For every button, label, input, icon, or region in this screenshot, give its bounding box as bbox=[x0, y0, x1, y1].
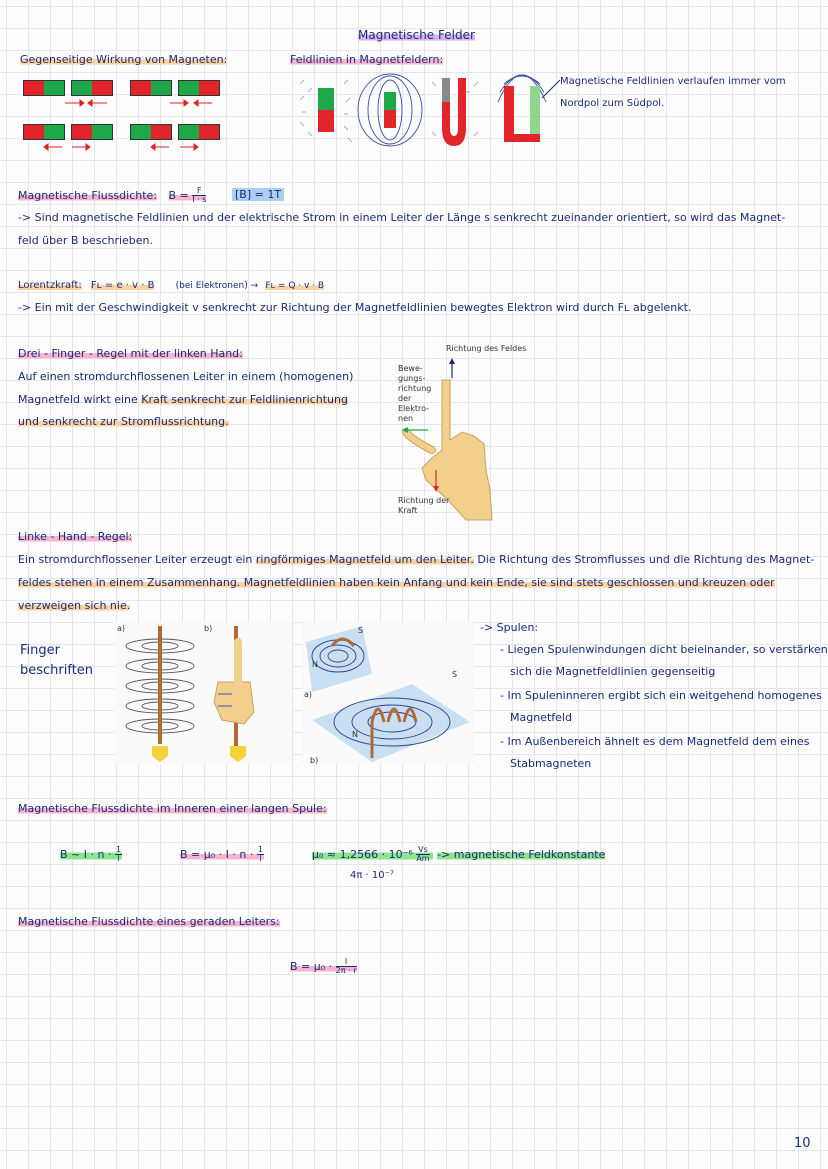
three-finger-line-3: und senkrecht zur Stromflussrichtung. bbox=[18, 415, 229, 428]
fig-b2-label: b) bbox=[310, 756, 319, 765]
fig-label-motion-3: richtung bbox=[398, 384, 432, 393]
bar-magnet bbox=[71, 80, 113, 96]
coils-b2-l2: Magnetfeld bbox=[510, 711, 572, 724]
flux-unit: [B] = 1T bbox=[232, 187, 284, 202]
fieldlines-heading: Feldlinien in Magnetfeldern: bbox=[290, 53, 444, 66]
fig-label-motion-5: Elektro- bbox=[398, 404, 430, 413]
flux-heading: Magnetische Flussdichte: B = $\frac{F}{I \cdot s}$ bbox=[18, 186, 207, 204]
fig-a2-label: a) bbox=[304, 690, 313, 699]
left-hand-heading: Linke - Hand - Regel: bbox=[18, 530, 133, 543]
pole-s2: S bbox=[452, 670, 458, 679]
side-note-1: Finger bbox=[20, 643, 60, 658]
fig-label-motion-1: Bewe- bbox=[398, 364, 423, 373]
magnets-heading: Gegenseitige Wirkung von Magneten: bbox=[20, 53, 228, 66]
wire-flux-heading: Magnetische Flussdichte eines geraden Leiters: bbox=[18, 915, 280, 928]
left-hand-line-3: verzweigen sich nie. bbox=[18, 599, 131, 612]
flux-text-2: feld über B beschrieben. bbox=[18, 234, 154, 247]
page-title: Magnetische Felder bbox=[358, 28, 475, 42]
fig-label-force-1: Richtung der bbox=[398, 496, 450, 505]
pointer-arrow bbox=[540, 78, 562, 102]
coil-flux-formula-2: B = μ₀ · I · n · $\frac{1}{l}$ bbox=[180, 845, 263, 863]
bar-magnet bbox=[178, 124, 220, 140]
fig-label-field: Richtung des Feldes bbox=[446, 344, 527, 353]
bar-magnet bbox=[130, 124, 172, 140]
coils-heading: -> Spulen: bbox=[480, 621, 539, 634]
bar-magnet bbox=[71, 124, 113, 140]
lorentz-text: -> Ein mit der Geschwindigkeit v senkrecht zur Richtung der Magnetfeldlinien bewegtes Elektron wird durch Fʟ abgelenkt. bbox=[18, 301, 692, 314]
coil-flux-formula-1: B ~ I · n · $\frac{1}{l}$ bbox=[60, 845, 122, 863]
fig-a-label: a) bbox=[117, 624, 126, 633]
fig-label-motion-2: gungs- bbox=[398, 374, 426, 383]
coil-flux-heading: Magnetische Flussdichte im Inneren einer langen Spule: bbox=[18, 802, 327, 815]
coils-b3-l1: - Im Außenbereich ähnelt es dem Magnetfeld dem eines bbox=[500, 735, 810, 748]
bar-magnet bbox=[178, 80, 220, 96]
left-hand-line-2: feldes stehen in einem Zusammenhang. Magnetfeldlinien haben kein Anfang und kein Ende, sie sind stets geschlossen und kreuzen oder bbox=[18, 576, 775, 589]
fig-label-force-2: Kraft bbox=[398, 506, 418, 515]
coils-b3-l2: Stabmagneten bbox=[510, 757, 592, 770]
lorentz-heading: Lorentzkraft: Fʟ = e · v · B (bei Elektronen) → Fʟ = Q · v · B bbox=[18, 280, 325, 291]
bar-magnet bbox=[23, 124, 65, 140]
fig-label-motion-4: der bbox=[398, 394, 412, 403]
three-finger-heading: Drei - Finger - Regel mit der linken Hand: bbox=[18, 347, 243, 360]
three-finger-line-1: Auf einen stromdurchflossenen Leiter in einem (homogenen) bbox=[18, 370, 354, 383]
coil-field-figure bbox=[302, 622, 474, 764]
coils-b1-l1: - Liegen Spulenwindungen dicht beieinander, so verstärken bbox=[500, 643, 828, 656]
fieldlines-figure bbox=[292, 72, 550, 150]
coil-flux-formula-3: μ₀ ≈ 1,2566 · 10⁻⁶ $\frac{Vs}{Am}$ -> magnetische Feldkonstante bbox=[312, 845, 606, 863]
flux-text-1: -> Sind magnetische Feldlinien und der elektrische Strom in einem Leiter der Länge s senkrecht zueinander orientiert, so wird das Magnet- bbox=[18, 211, 786, 224]
three-finger-line-2: Magnetfeld wirkt eine Kraft senkrecht zur Feldlinienrichtung bbox=[18, 393, 348, 406]
fig-b-label: b) bbox=[204, 624, 213, 633]
pole-n2: N bbox=[352, 730, 358, 739]
page-number: 10 bbox=[794, 1136, 811, 1151]
wire-field-figure bbox=[114, 622, 292, 764]
bar-magnet bbox=[130, 80, 172, 96]
wire-flux-formula: B = μ₀ · $\frac{I}{2\pi \cdot r}$ bbox=[290, 957, 357, 975]
pole-s1: S bbox=[358, 626, 364, 635]
coils-b2-l1: - Im Spuleninneren ergibt sich ein weitgehend homogenes bbox=[500, 689, 822, 702]
pole-n1: N bbox=[312, 660, 318, 669]
fieldlines-note-2: Nordpol zum Südpol. bbox=[560, 98, 665, 109]
side-note-2: beschriften bbox=[20, 663, 94, 678]
fig-label-motion-6: nen bbox=[398, 414, 414, 423]
coil-flux-sub: 4π · 10⁻⁷ bbox=[350, 870, 394, 881]
coils-b1-l2: sich die Magnetfeldlinien gegenseitig bbox=[510, 665, 716, 678]
left-hand-line-1: Ein stromdurchflossener Leiter erzeugt ein ringförmiges Magnetfeld um den Leiter. Die Richtung des Stromflusses und die Richtung des Magnet- bbox=[18, 553, 815, 566]
bar-magnet bbox=[23, 80, 65, 96]
fieldlines-note-1: Magnetische Feldlinien verlaufen immer vom bbox=[560, 76, 786, 87]
